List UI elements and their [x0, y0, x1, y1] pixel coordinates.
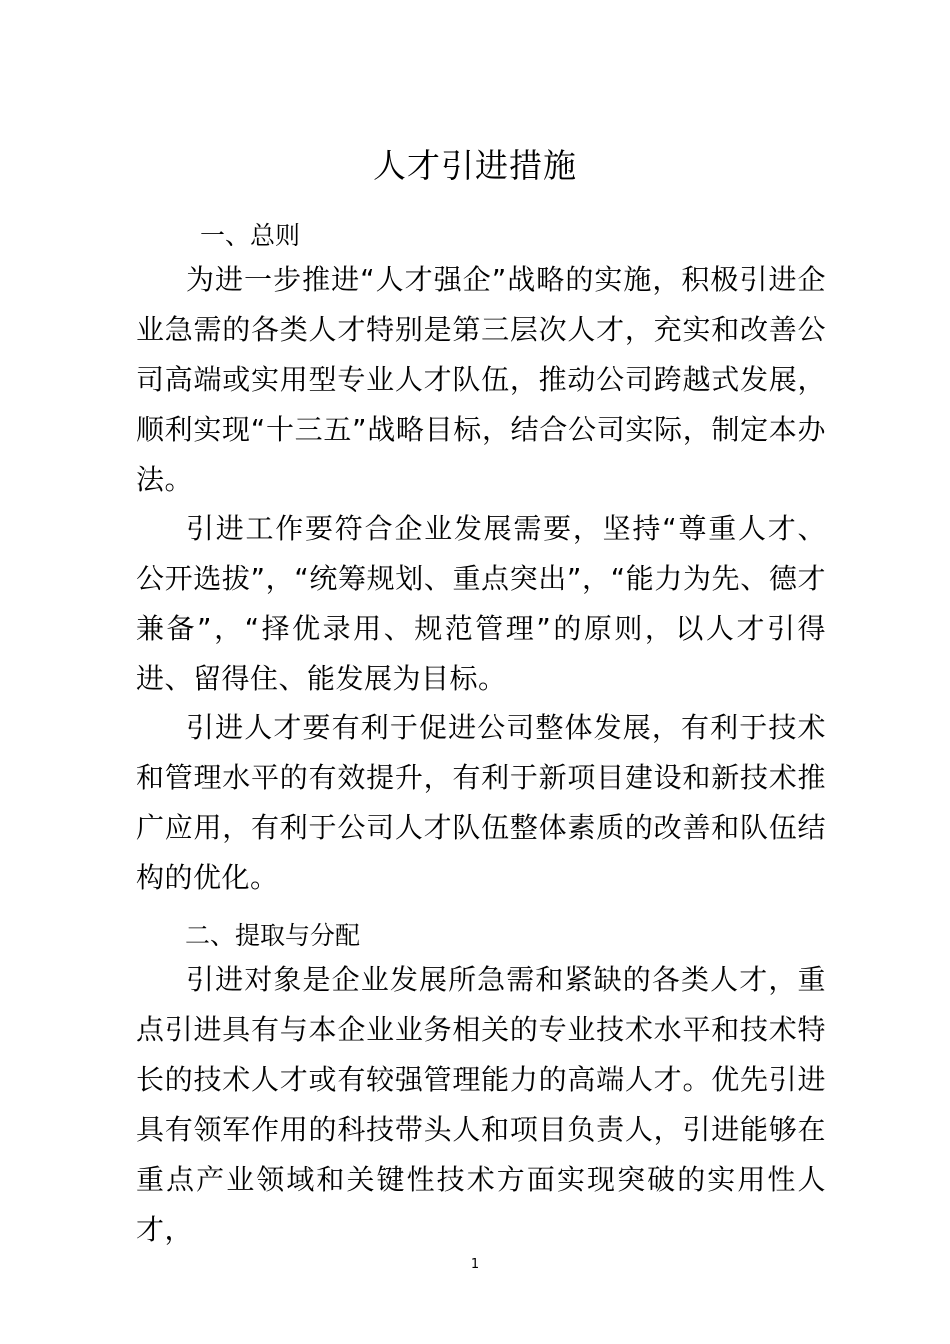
section-heading-general: 一、总则: [200, 221, 301, 250]
paragraph-benefits: 引进人才要有利于促进公司整体发展，有利于技术和管理水平的有效提升，有利于新项目建设和新技术推广应用，有利于公司人才队伍整体素质的改善和队伍结构的优化。: [136, 711, 826, 894]
section-heading-extraction: 二、提取与分配: [185, 921, 361, 950]
paragraph-principles: 引进工作要符合企业发展需要，坚持“尊重人才、公开选拔”，“统筹规划、重点突出”，“能力为先、德才兼备”，“择优录用、规范管理”的原则，以人才引得进、留得住、能发展为目标。: [136, 512, 826, 695]
document-title: 人才引进措施: [373, 146, 577, 185]
page-number: 1: [470, 1257, 480, 1272]
paragraph-purpose: 为进一步推进“人才强企”战略的实施，积极引进企业急需的各类人才特别是第三层次人才，充实和改善公司高端或实用型专业人才队伍，推动公司跨越式发展，顺利实现“十三五”战略目标，结合公司实际，制定本办法。: [136, 263, 826, 496]
paragraph-targets: 引进对象是企业发展所急需和紧缺的各类人才，重点引进具有与本企业业务相关的专业技术水平和技术特长的技术人才或有较强管理能力的高端人才。优先引进具有领军作用的科技带头人和项目负责人，引进能够在重点产业领域和关键性技术方面实现突破的实用性人才，: [136, 963, 826, 1246]
